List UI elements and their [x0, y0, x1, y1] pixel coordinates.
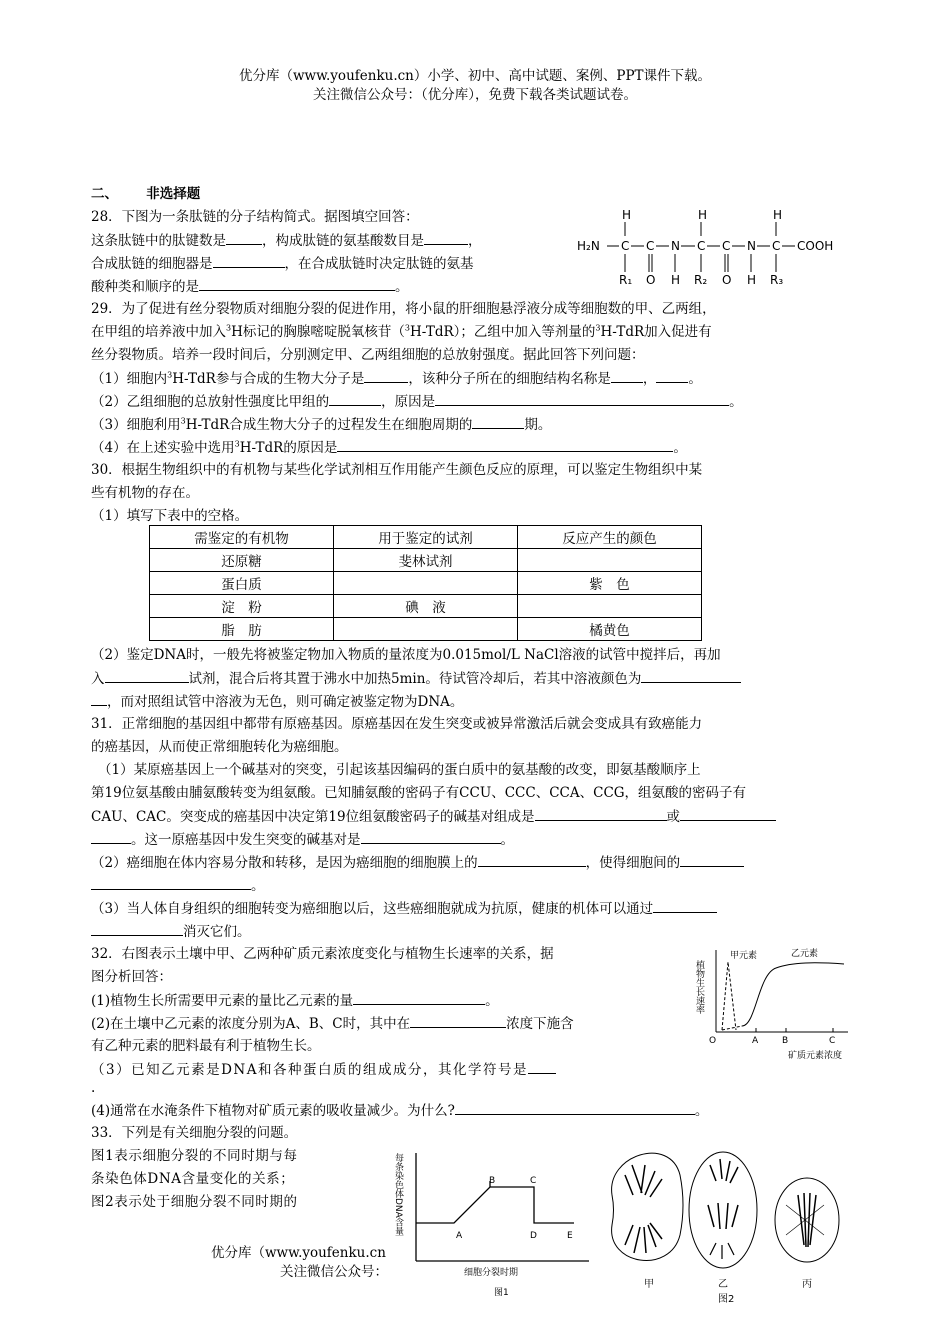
table-cell: 蛋白质 [150, 572, 334, 595]
q28-line-1: 28．下图为一条肽链的分子结构简式。据图填空回答： [91, 209, 419, 225]
header-line-2: 关注微信公众号：（优分库），免费下载各类试题试卷。 [313, 87, 637, 103]
figure-2-cells [600, 1135, 852, 1303]
table-cell: 碘 液 [334, 595, 518, 618]
q32-blank-1[interactable] [353, 991, 485, 1005]
graph-tick-a: A [752, 1036, 759, 1046]
formula-r1: R₁ [619, 273, 633, 287]
q32-line-4: (2)在土壤中乙元素的浓度分别为A、B、C时，其中在 浓度下施含 [91, 1016, 574, 1032]
formula-c1: C [621, 239, 630, 253]
q31-blank-2[interactable] [680, 807, 776, 821]
footer-line-1: 优分库（www.youfenku.cn [211, 1245, 386, 1261]
q29-line-1: 29．为了促进有丝分裂物质对细胞分裂的促进作用，将小鼠的肝细胞悬浮液分成等细胞数的甲、乙两组， [91, 301, 716, 317]
q29-blank-5[interactable] [435, 392, 729, 406]
q31-line-6: 。这一原癌基因中发生突变的碱基对是 。 [91, 830, 514, 849]
q28-blank-2[interactable] [424, 231, 468, 245]
q28-line-3: 合成肽链的细胞器是 ，在合成肽链时决定肽链的氨基 [91, 256, 474, 272]
formula-n1: N [671, 239, 680, 253]
peptide-formula [575, 206, 845, 292]
q29-blank-1[interactable] [364, 369, 408, 383]
formula-c5: C [772, 239, 781, 253]
q31-blank-6-cont[interactable] [91, 922, 183, 936]
q32-blank-2[interactable] [410, 1014, 506, 1028]
table-cell: 淀 粉 [150, 595, 334, 618]
fig1-y-label: 每条染色体DNA含量 [393, 1153, 403, 1236]
q30-blank-1[interactable] [105, 669, 189, 683]
table-cell: 斐林试剂 [334, 549, 518, 572]
formula-top-h-3: H [773, 208, 783, 222]
q29-blank-6[interactable] [472, 415, 524, 429]
fig2-label-bing: 丙 [802, 1279, 812, 1290]
q28-blank-1[interactable] [226, 231, 262, 245]
formula-h2: H [747, 273, 757, 287]
q31-blank-5[interactable] [680, 853, 744, 867]
formula-nh2: H₂N [577, 239, 600, 253]
cell-jia [612, 1153, 683, 1260]
formula-c4: C [722, 239, 731, 253]
q30-part-2-line-2: 入 试剂，混合后将其置于沸水中加热5min。待试管冷却后，若其中溶液颜色为 [91, 669, 741, 688]
table-cell: 还原糖 [150, 549, 334, 572]
fig2-label-jia: 甲 [644, 1279, 654, 1290]
q31-blank-1[interactable] [535, 807, 667, 821]
cell-bing [775, 1178, 839, 1262]
q32-line-6: （3）已知乙元素是DNA和各种蛋白质的组成成分，其化学符号是 [91, 1060, 556, 1079]
q31-blank-5-cont[interactable] [91, 876, 251, 890]
table-cell: 紫 色 [518, 572, 702, 595]
fig1-point-c: C [530, 1176, 537, 1186]
fig1-x-label: 细胞分裂时期 [464, 1268, 519, 1278]
table-header: 用于鉴定的试剂 [334, 526, 518, 549]
q29-part-4: （4）在上述实验中选用$^3$H-TdR的原因是 。 [91, 439, 687, 456]
q31-line-9: （3）当人体自身组织的细胞转变为癌细胞以后，这些癌细胞就成为抗原，健康的机体可以通过 [91, 899, 717, 918]
formula-r3: R₃ [770, 273, 784, 287]
q32-line-7: . [91, 1080, 96, 1096]
table-cell: 脂 肪 [150, 618, 334, 641]
footer-line-2: 关注微信公众号： [280, 1264, 388, 1280]
q29-part-1: （1）细胞内$^3$H-TdR参与合成的生物大分子是 ，该种分子所在的细胞结构名称是 ， 。 [91, 370, 702, 387]
q29-line-2: 在甲组的培养液中加入$^3$H标记的胸腺嘧啶脱氧核苷（$^3$H-TdR）；乙组中加入等剂量的$^3$H-TdR加入促进有 [91, 323, 712, 340]
q31-line-3: （1）某原癌基因上一个碱基对的突变，引起该基因编码的蛋白质中的氨基酸的改变，即氨基酸顺序上 [98, 762, 701, 778]
q31-line-10: 消灭它们。 [91, 922, 251, 941]
graph-label-yi: 乙元素 [791, 949, 819, 959]
formula-c2: C [646, 239, 655, 253]
q29-part-2: （2）乙组细胞的总放射性强度比甲组的 ，原因是 。 [91, 394, 743, 410]
q29-part-3: （3）细胞利用$^3$H-TdR合成生物大分子的过程发生在细胞周期的 期。 [91, 416, 552, 433]
graph-x-label: 矿质元素浓度 [788, 1051, 843, 1061]
q31-blank-6[interactable] [653, 899, 717, 913]
q33-line-4: 图2表示处于细胞分裂不同时期的 [91, 1194, 298, 1210]
table-row [150, 595, 702, 618]
q31-line-4: 第19位氨基酸由脯氨酸转变为组氨酸。已知脯氨酸的密码子有CCU、CCC、CCA、CCG，组氨酸的密码子有 [91, 785, 747, 801]
table-header: 需鉴定的有机物 [150, 526, 334, 549]
header-line-1: 优分库（www.youfenku.cn）小学、初中、高中试题、案例、PPT课件下载。 [238, 68, 712, 84]
q30-part-2-line-3: ，而对照组试管中溶液为无色，则可确定被鉴定物为DNA。 [91, 692, 463, 711]
q33-line-2: 图1表示细胞分裂的不同时期与每 [91, 1148, 298, 1164]
q31-blank-3[interactable] [361, 830, 501, 844]
q29-line-3: 丝分裂物质。培养一段时间后，分别测定甲、乙两组细胞的总放射强度。据此回答下列问题： [91, 347, 645, 363]
table-row [150, 549, 702, 572]
q31-line-2: 的癌基因，从而使正常细胞转化为癌细胞。 [91, 739, 348, 755]
section-title: 二、 非选择题 [91, 186, 201, 202]
formula-h1: H [671, 273, 681, 287]
fig1-point-e: E [567, 1231, 573, 1241]
q30-part-2-line-1: （2）鉴定DNA时，一般先将被鉴定物加入物质的量浓度为0.015mol/L NaCl溶液的试管中搅拌后，再加 [91, 647, 721, 663]
q29-blank-7[interactable] [337, 438, 673, 452]
graph-origin: O [709, 1036, 717, 1046]
figure-1-dna-graph [394, 1143, 604, 1299]
fig1-point-d: D [530, 1231, 537, 1241]
fig2-label-yi: 乙 [718, 1279, 728, 1290]
fig1-point-a: A [456, 1231, 463, 1241]
q29-blank-2[interactable] [611, 369, 643, 383]
graph-y-label-c1: 植物生长速率 [694, 960, 704, 1014]
q33-line-1: 33．下列是有关细胞分裂的问题。 [91, 1125, 298, 1141]
q28-line-2: 这条肽链中的肽键数是 ，构成肽链的氨基酸数目是 ， [91, 233, 482, 249]
table-cell-blank[interactable] [334, 618, 518, 641]
fig1-point-b: B [489, 1176, 496, 1186]
q33-line-3: 条染色体DNA含量变化的关系； [91, 1171, 295, 1187]
formula-c3: C [697, 239, 706, 253]
q31-blank-2-cont[interactable] [91, 830, 131, 844]
cell-yi [689, 1152, 757, 1268]
formula-top-h-2: H [698, 208, 708, 222]
q28-blank-3[interactable] [213, 254, 285, 268]
q30-line-1: 30．根据生物组织中的有机物与某些化学试剂相互作用能产生颜色反应的原理，可以鉴定生物组织中某 [91, 462, 703, 478]
table-row [150, 618, 702, 641]
q30-blank-2[interactable] [641, 669, 741, 683]
q30-line-3: （1）填写下表中的空格。 [91, 508, 249, 524]
formula-n2: N [747, 239, 756, 253]
table-cell-blank[interactable] [334, 572, 518, 595]
fig2-caption: 图2 [718, 1294, 735, 1305]
q32-line-2: 图分析回答： [91, 969, 172, 985]
fig1-caption: 图1 [494, 1288, 509, 1298]
table-header: 反应产生的颜色 [518, 526, 702, 549]
q31-blank-4[interactable] [478, 853, 586, 867]
q32-line-1: 32．右图表示土壤中甲、乙两种矿质元素浓度变化与植物生长速率的关系，据 [91, 946, 554, 962]
table-header-row [150, 526, 702, 549]
q32-line-5: 有乙种元素的肥料最有利于植物生长。 [91, 1038, 321, 1054]
reagent-table [149, 525, 702, 641]
formula-cooh: COOH [797, 239, 834, 253]
formula-o2: O [722, 273, 732, 287]
q30-blank-2-cont[interactable] [91, 692, 107, 706]
q28-blank-4[interactable] [199, 277, 395, 291]
q29-blank-4[interactable] [329, 392, 381, 406]
table-cell-blank[interactable] [518, 595, 702, 618]
q28-line-4: 酸种类和顺序的是 。 [91, 279, 409, 295]
table-row [150, 572, 702, 595]
graph-tick-b: B [782, 1036, 789, 1046]
q32-blank-4[interactable] [455, 1101, 695, 1115]
formula-top-h-1: H [622, 208, 632, 222]
q31-line-7: （2）癌细胞在体内容易分散和转移，是因为癌细胞的细胞膜上的 ，使得细胞间的 [91, 853, 744, 872]
formula-o1: O [646, 273, 656, 287]
q32-blank-3[interactable] [528, 1060, 556, 1074]
mineral-growth-graph [696, 942, 856, 1064]
q32-line-3: (1)植物生长所需要甲元素的量比乙元素的量 。 [91, 993, 499, 1009]
graph-label-jia: 甲元素 [730, 951, 758, 961]
formula-r2: R₂ [694, 273, 708, 287]
table-cell-blank[interactable] [518, 549, 702, 572]
q30-line-2: 些有机物的存在。 [91, 485, 199, 501]
q31-line-8: 。 [91, 876, 265, 895]
graph-tick-c: C [829, 1036, 836, 1046]
q32-line-8: (4)通常在水淹条件下植物对矿质元素的吸收量减少。为什么? 。 [91, 1103, 709, 1119]
q31-line-5: CAU、CAC。突变成的癌基因中决定第19位组氨酸密码子的碱基对组成是 或 [91, 807, 776, 826]
table-cell: 橘黄色 [518, 618, 702, 641]
q29-blank-3[interactable] [656, 369, 688, 383]
q31-line-1: 31．正常细胞的基因组中都带有原癌基因。原癌基因在发生突变或被异常激活后就会变成具有致癌能力 [91, 716, 703, 732]
